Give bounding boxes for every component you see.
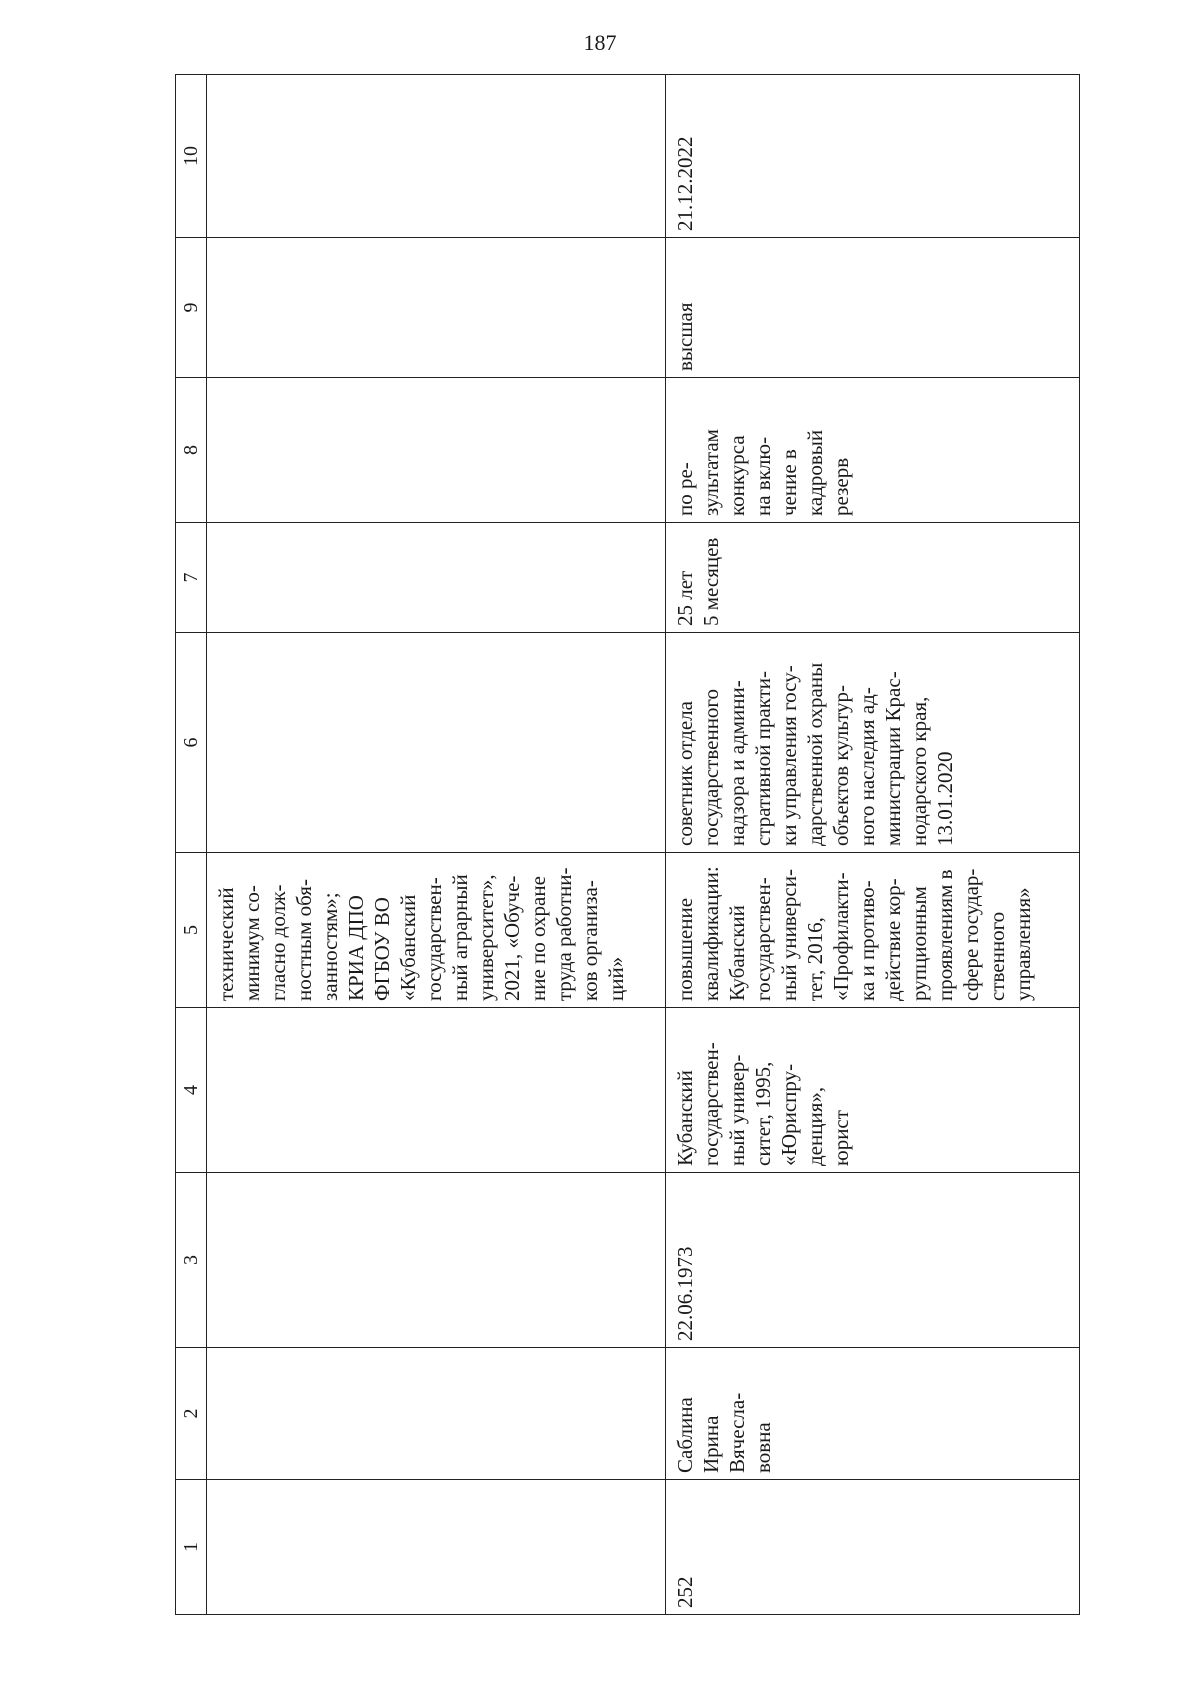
header-cell: 2 — [176, 1348, 207, 1480]
table-cell — [207, 1480, 666, 1615]
header-row — [176, 75, 207, 1615]
header-cell: 8 — [176, 378, 207, 523]
continuation-row — [207, 75, 666, 1615]
table-cell — [207, 1008, 666, 1173]
header-cell: 6 — [176, 633, 207, 853]
header-cell: 4 — [176, 1008, 207, 1173]
table-cell — [207, 238, 666, 378]
data-table — [175, 74, 1080, 1615]
basis-cell: по ре- зультатам конкурса на вклю- чение в кадровый резерв — [666, 378, 1080, 523]
number-cell: 252 — [666, 1480, 1080, 1615]
date-cell: 21.12.2022 — [666, 75, 1080, 238]
table-cell — [207, 633, 666, 853]
table-cell — [207, 1348, 666, 1480]
header-cell: 1 — [176, 1480, 207, 1615]
name-cell: Саблина Ирина Вячесла- вовна — [666, 1348, 1080, 1480]
training-cell: технический минимум со- гласно долж- ностным обя- занностям»; КРИА ДПО ФГБОУ ВО «Кубанский государствен- ный аграрный университет», 2021, «Обуче- ние по охране труда работни- ков организа- ций» — [207, 853, 666, 1008]
header-cell: 9 — [176, 238, 207, 378]
table-cell — [207, 1173, 666, 1348]
experience-cell: 25 лет 5 месяцев — [666, 523, 1080, 633]
education-cell: Кубанский государствен- ный универ- ситет, 1995, «Юриспру- денция», юрист — [666, 1008, 1080, 1173]
data-table-rotated — [175, 75, 1080, 1615]
table-cell — [207, 75, 666, 238]
table-cell — [207, 378, 666, 523]
training-cell: повышение квалификации: Кубанский государствен- ный универси- тет, 2016, «Профилакти- ка и противо- действие кор- рупционным проявлениям в сфере государ- ственного управления» — [666, 853, 1080, 1008]
birth-date-cell: 22.06.1973 — [666, 1173, 1080, 1348]
page-number: 187 — [583, 30, 617, 55]
table-cell — [207, 523, 666, 633]
header-cell: 10 — [176, 75, 207, 238]
header-cell: 7 — [176, 523, 207, 633]
table-row — [666, 75, 1080, 1615]
header-cell: 3 — [176, 1173, 207, 1348]
header-cell: 5 — [176, 853, 207, 1008]
qualification-cell: высшая — [666, 238, 1080, 378]
position-cell: советник отдела государственного надзора и админи- стративной практи- ки управления госу- дарственной охраны объектов культур- ного наследия ад- министрации Крас- нодарского края, 13.01.2020 — [666, 633, 1080, 853]
